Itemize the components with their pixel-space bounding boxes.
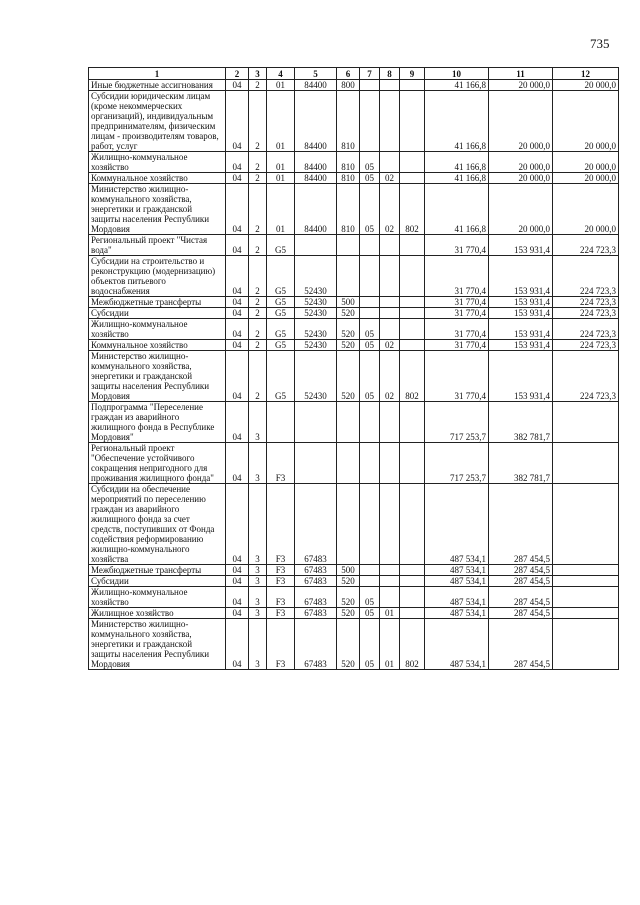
code-cell [337, 256, 360, 297]
code-cell: F3 [267, 619, 295, 670]
amount-cell: 153 931,4 [489, 351, 553, 402]
code-cell: 2 [249, 91, 267, 152]
amount-cell: 153 931,4 [489, 308, 553, 319]
row-name-cell: Министерство жилищно-коммунального хозяйства, энергетики и гражданской защиты населения Республики Мордовия [89, 351, 226, 402]
code-cell [295, 443, 337, 484]
code-cell: 67483 [295, 608, 337, 619]
column-header-9: 9 [400, 68, 425, 80]
code-cell [360, 576, 380, 587]
amount-cell [553, 587, 619, 608]
code-cell: 52430 [295, 340, 337, 351]
code-cell: 520 [337, 576, 360, 587]
header-row [89, 68, 619, 80]
code-cell: 67483 [295, 484, 337, 565]
code-cell: 02 [380, 340, 400, 351]
amount-cell: 224 723,3 [553, 340, 619, 351]
row-name-cell: Жилищное хозяйство [89, 608, 226, 619]
code-cell: 04 [226, 152, 249, 173]
row-name-cell: Министерство жилищно-коммунального хозяйства, энергетики и гражданской защиты населения Республики Мордовия [89, 184, 226, 235]
code-cell: 67483 [295, 565, 337, 576]
code-cell: 2 [249, 173, 267, 184]
table-row [89, 297, 619, 308]
code-cell [400, 256, 425, 297]
column-header-4: 4 [267, 68, 295, 80]
amount-cell: 31 770,4 [425, 297, 489, 308]
table-row [89, 340, 619, 351]
table-row [89, 619, 619, 670]
code-cell [400, 308, 425, 319]
code-cell: 2 [249, 80, 267, 91]
code-cell: 05 [360, 184, 380, 235]
amount-cell: 487 534,1 [425, 565, 489, 576]
column-header-12: 12 [553, 68, 619, 80]
table-row [89, 319, 619, 340]
code-cell: 810 [337, 152, 360, 173]
code-cell: 67483 [295, 619, 337, 670]
code-cell [360, 484, 380, 565]
code-cell: 04 [226, 340, 249, 351]
code-cell: 02 [380, 173, 400, 184]
code-cell: 04 [226, 91, 249, 152]
amount-cell: 41 166,8 [425, 80, 489, 91]
code-cell [360, 80, 380, 91]
code-cell [400, 587, 425, 608]
code-cell: 04 [226, 402, 249, 443]
amount-cell: 20 000,0 [553, 184, 619, 235]
column-header-2: 2 [226, 68, 249, 80]
code-cell [295, 235, 337, 256]
code-cell: F3 [267, 587, 295, 608]
row-name-cell: Субсидии [89, 576, 226, 587]
amount-cell: 487 534,1 [425, 619, 489, 670]
code-cell: 500 [337, 297, 360, 308]
code-cell: 05 [360, 152, 380, 173]
amount-cell [553, 402, 619, 443]
table-row [89, 152, 619, 173]
page-number: 735 [590, 36, 610, 51]
code-cell [380, 308, 400, 319]
code-cell: 01 [267, 80, 295, 91]
code-cell: 01 [267, 173, 295, 184]
code-cell: 04 [226, 576, 249, 587]
column-header-8: 8 [380, 68, 400, 80]
amount-cell: 287 454,5 [489, 619, 553, 670]
amount-cell: 31 770,4 [425, 319, 489, 340]
table-row [89, 173, 619, 184]
amount-cell: 153 931,4 [489, 256, 553, 297]
code-cell [360, 402, 380, 443]
amount-cell: 224 723,3 [553, 351, 619, 402]
code-cell: 04 [226, 297, 249, 308]
code-cell: F3 [267, 565, 295, 576]
code-cell: G5 [267, 297, 295, 308]
code-cell [400, 443, 425, 484]
code-cell: 3 [249, 608, 267, 619]
code-cell: 802 [400, 619, 425, 670]
amount-cell: 20 000,0 [553, 80, 619, 91]
row-name-cell: Региональный проект "Обеспечение устойчивого сокращения непригодного для проживания жилищного фонда" [89, 443, 226, 484]
code-cell: 2 [249, 297, 267, 308]
code-cell: 3 [249, 443, 267, 484]
code-cell [380, 152, 400, 173]
amount-cell: 41 166,8 [425, 91, 489, 152]
amount-cell: 20 000,0 [553, 173, 619, 184]
code-cell [380, 235, 400, 256]
amount-cell [553, 619, 619, 670]
code-cell [400, 235, 425, 256]
row-name-cell: Межбюджетные трансферты [89, 565, 226, 576]
amount-cell: 382 781,7 [489, 402, 553, 443]
code-cell: 520 [337, 619, 360, 670]
amount-cell: 20 000,0 [489, 91, 553, 152]
code-cell: 04 [226, 80, 249, 91]
code-cell: 01 [267, 184, 295, 235]
row-name-cell: Субсидии юридическим лицам (кроме некоммерческих организаций), индивидуальным предпринимателям, физическим лицам - производителям товаров, работ, услуг [89, 91, 226, 152]
table-row [89, 256, 619, 297]
code-cell [295, 402, 337, 443]
code-cell: 520 [337, 351, 360, 402]
code-cell: 2 [249, 152, 267, 173]
table-row [89, 91, 619, 152]
table-row [89, 565, 619, 576]
row-name-cell: Иные бюджетные ассигнования [89, 80, 226, 91]
code-cell [400, 576, 425, 587]
code-cell: 04 [226, 308, 249, 319]
row-name-cell: Субсидии на строительство и реконструкцию (модернизацию) объектов питьевого водоснабжения [89, 256, 226, 297]
amount-cell: 20 000,0 [489, 184, 553, 235]
column-header-10: 10 [425, 68, 489, 80]
code-cell: 01 [267, 152, 295, 173]
code-cell [360, 565, 380, 576]
table-row [89, 608, 619, 619]
code-cell [400, 80, 425, 91]
amount-cell [553, 443, 619, 484]
table-row [89, 80, 619, 91]
code-cell: 520 [337, 319, 360, 340]
amount-cell: 224 723,3 [553, 256, 619, 297]
table-row [89, 351, 619, 402]
code-cell: 04 [226, 565, 249, 576]
amount-cell: 382 781,7 [489, 443, 553, 484]
code-cell [400, 173, 425, 184]
code-cell: 2 [249, 340, 267, 351]
table-row [89, 308, 619, 319]
code-cell [400, 152, 425, 173]
code-cell [380, 319, 400, 340]
code-cell: 04 [226, 484, 249, 565]
table-row [89, 443, 619, 484]
table-row [89, 235, 619, 256]
code-cell: 84400 [295, 173, 337, 184]
code-cell: 520 [337, 340, 360, 351]
amount-cell: 487 534,1 [425, 484, 489, 565]
code-cell: 3 [249, 619, 267, 670]
code-cell: 01 [267, 91, 295, 152]
code-cell: 04 [226, 256, 249, 297]
amount-cell: 41 166,8 [425, 184, 489, 235]
amount-cell: 20 000,0 [489, 173, 553, 184]
column-header-7: 7 [360, 68, 380, 80]
table-row [89, 587, 619, 608]
row-name-cell: Подпрограмма "Переселение граждан из аварийного жилищного фонда в Республике Мордовия" [89, 402, 226, 443]
code-cell: 520 [337, 608, 360, 619]
code-cell: 84400 [295, 91, 337, 152]
amount-cell: 41 166,8 [425, 152, 489, 173]
amount-cell: 487 534,1 [425, 576, 489, 587]
code-cell: F3 [267, 576, 295, 587]
code-cell [380, 587, 400, 608]
code-cell: 2 [249, 308, 267, 319]
code-cell: 84400 [295, 80, 337, 91]
amount-cell: 224 723,3 [553, 308, 619, 319]
row-name-cell: Жилищно-коммунальное хозяйство [89, 587, 226, 608]
code-cell: 04 [226, 619, 249, 670]
code-cell: 800 [337, 80, 360, 91]
code-cell: 05 [360, 173, 380, 184]
amount-cell [553, 608, 619, 619]
row-name-cell: Субсидии на обеспечение мероприятий по переселению граждан из аварийного жилищного фонда за счет средств, поступивших от Фонда содействия реформированию жилищно-коммунального хозяйства [89, 484, 226, 565]
code-cell [400, 319, 425, 340]
budget-table [88, 67, 619, 670]
code-cell: F3 [267, 608, 295, 619]
table-body [89, 80, 619, 670]
code-cell: 2 [249, 235, 267, 256]
code-cell: 04 [226, 443, 249, 484]
code-cell: 04 [226, 184, 249, 235]
code-cell [337, 235, 360, 256]
code-cell [400, 297, 425, 308]
code-cell: 52430 [295, 319, 337, 340]
table-row [89, 402, 619, 443]
code-cell: 67483 [295, 576, 337, 587]
code-cell: 3 [249, 565, 267, 576]
code-cell: 04 [226, 173, 249, 184]
table-row [89, 576, 619, 587]
code-cell: 02 [380, 351, 400, 402]
row-name-cell: Жилищно-коммунальное хозяйство [89, 152, 226, 173]
amount-cell: 717 253,7 [425, 443, 489, 484]
code-cell: G5 [267, 235, 295, 256]
column-header-6: 6 [337, 68, 360, 80]
code-cell [337, 402, 360, 443]
code-cell [380, 91, 400, 152]
code-cell [400, 484, 425, 565]
code-cell: 500 [337, 565, 360, 576]
amount-cell: 31 770,4 [425, 308, 489, 319]
code-cell: 2 [249, 184, 267, 235]
code-cell: 52430 [295, 351, 337, 402]
amount-cell [553, 484, 619, 565]
amount-cell: 487 534,1 [425, 608, 489, 619]
code-cell [360, 235, 380, 256]
code-cell [337, 443, 360, 484]
code-cell [337, 484, 360, 565]
code-cell: G5 [267, 308, 295, 319]
code-cell: 05 [360, 351, 380, 402]
code-cell: 05 [360, 587, 380, 608]
amount-cell: 153 931,4 [489, 297, 553, 308]
code-cell [360, 256, 380, 297]
code-cell: G5 [267, 319, 295, 340]
amount-cell: 31 770,4 [425, 256, 489, 297]
amount-cell: 153 931,4 [489, 235, 553, 256]
code-cell: 04 [226, 587, 249, 608]
code-cell [380, 297, 400, 308]
row-name-cell: Межбюджетные трансферты [89, 297, 226, 308]
column-header-5: 5 [295, 68, 337, 80]
row-name-cell: Коммунальное хозяйство [89, 340, 226, 351]
column-header-11: 11 [489, 68, 553, 80]
amount-cell: 717 253,7 [425, 402, 489, 443]
code-cell [380, 443, 400, 484]
amount-cell: 287 454,5 [489, 608, 553, 619]
code-cell: 02 [380, 184, 400, 235]
code-cell: 01 [380, 608, 400, 619]
code-cell [400, 340, 425, 351]
code-cell [360, 443, 380, 484]
code-cell: 04 [226, 235, 249, 256]
code-cell [380, 402, 400, 443]
amount-cell: 20 000,0 [553, 91, 619, 152]
column-header-1: 1 [89, 68, 226, 80]
code-cell [380, 576, 400, 587]
row-name-cell: Коммунальное хозяйство [89, 173, 226, 184]
code-cell: G5 [267, 340, 295, 351]
code-cell [360, 91, 380, 152]
code-cell: 810 [337, 173, 360, 184]
column-header-3: 3 [249, 68, 267, 80]
amount-cell: 287 454,5 [489, 484, 553, 565]
code-cell: 52430 [295, 297, 337, 308]
code-cell: G5 [267, 256, 295, 297]
code-cell [400, 402, 425, 443]
code-cell: 05 [360, 619, 380, 670]
code-cell [267, 402, 295, 443]
amount-cell: 153 931,4 [489, 340, 553, 351]
amount-cell: 31 770,4 [425, 351, 489, 402]
code-cell: 04 [226, 608, 249, 619]
code-cell [380, 80, 400, 91]
amount-cell: 31 770,4 [425, 340, 489, 351]
code-cell: F3 [267, 443, 295, 484]
amount-cell: 287 454,5 [489, 565, 553, 576]
code-cell: 810 [337, 184, 360, 235]
code-cell [400, 608, 425, 619]
code-cell: 2 [249, 351, 267, 402]
code-cell: G5 [267, 351, 295, 402]
code-cell: 3 [249, 402, 267, 443]
amount-cell: 153 931,4 [489, 319, 553, 340]
table-row [89, 184, 619, 235]
amount-cell: 20 000,0 [553, 152, 619, 173]
code-cell: 3 [249, 576, 267, 587]
amount-cell: 31 770,4 [425, 235, 489, 256]
code-cell: 802 [400, 351, 425, 402]
amount-cell [553, 576, 619, 587]
code-cell [360, 308, 380, 319]
amount-cell: 224 723,3 [553, 319, 619, 340]
row-name-cell: Министерство жилищно-коммунального хозяйства, энергетики и гражданской защиты населения Республики Мордовия [89, 619, 226, 670]
code-cell: 3 [249, 587, 267, 608]
amount-cell: 287 454,5 [489, 587, 553, 608]
code-cell: 04 [226, 319, 249, 340]
code-cell: 52430 [295, 256, 337, 297]
code-cell: 67483 [295, 587, 337, 608]
amount-cell: 41 166,8 [425, 173, 489, 184]
amount-cell: 20 000,0 [489, 152, 553, 173]
code-cell: 05 [360, 340, 380, 351]
code-cell: 52430 [295, 308, 337, 319]
amount-cell [553, 565, 619, 576]
amount-cell: 224 723,3 [553, 297, 619, 308]
amount-cell: 287 454,5 [489, 576, 553, 587]
code-cell: 802 [400, 184, 425, 235]
code-cell [380, 565, 400, 576]
amount-cell: 224 723,3 [553, 235, 619, 256]
code-cell: 810 [337, 91, 360, 152]
amount-cell: 487 534,1 [425, 587, 489, 608]
row-name-cell: Субсидии [89, 308, 226, 319]
row-name-cell: Жилищно-коммунальное хозяйство [89, 319, 226, 340]
code-cell: 84400 [295, 184, 337, 235]
code-cell: 2 [249, 256, 267, 297]
code-cell: 520 [337, 308, 360, 319]
code-cell: 2 [249, 319, 267, 340]
code-cell: 01 [380, 619, 400, 670]
code-cell: 520 [337, 587, 360, 608]
code-cell: 3 [249, 484, 267, 565]
row-name-cell: Региональный проект "Чистая вода" [89, 235, 226, 256]
code-cell: 84400 [295, 152, 337, 173]
code-cell: 04 [226, 351, 249, 402]
code-cell: 05 [360, 319, 380, 340]
code-cell [360, 297, 380, 308]
code-cell [400, 565, 425, 576]
amount-cell: 20 000,0 [489, 80, 553, 91]
code-cell [380, 256, 400, 297]
code-cell: 05 [360, 608, 380, 619]
code-cell: F3 [267, 484, 295, 565]
code-cell [380, 484, 400, 565]
code-cell [400, 91, 425, 152]
table-row [89, 484, 619, 565]
